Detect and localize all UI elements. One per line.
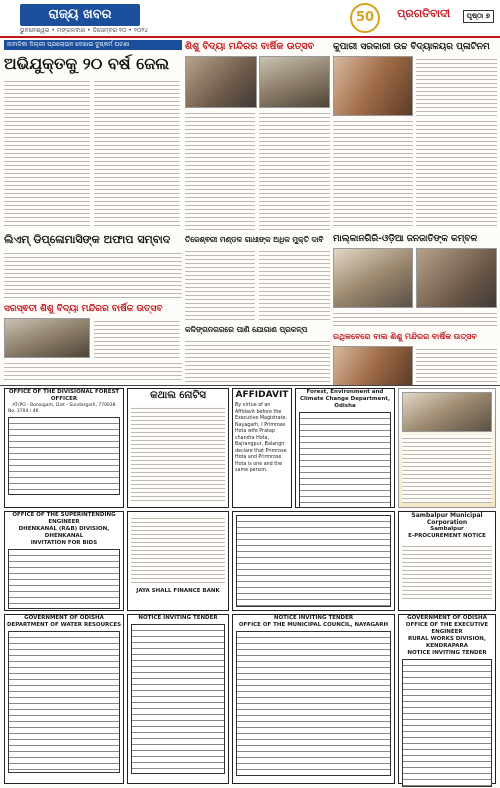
saraswati-headline: ସରସ୍ଵତୀ ଶିଶୁ ବିଦ୍ୟା ମନ୍ଦିରର ବାର୍ଷିକ ଉତ୍ସବ [4, 304, 163, 314]
kupari-headline: କୁପାରୀ ସରକାରୀ ଉଚ୍ଚ ବିଦ୍ୟାଳୟର ପ୍ଳାଟିନମ [333, 42, 490, 52]
mid-headline: ତିଜେଶ୍ଵରୀ ମଣ୍ଡଳ ଗାଧୀଙ୍କ ଅଧିକ ମୁକ୍ତି ଦାବି [185, 235, 324, 244]
env-dept-title: Forest, Environment and Climate Change Department, Odisha [299, 389, 391, 409]
side-ad-text [402, 435, 492, 503]
se-office-title: OFFICE OF THE SUPERINTENDING ENGINEER [12, 512, 116, 525]
saraswati-body-right [94, 318, 180, 358]
env-dept-table [299, 412, 391, 508]
sambalpur-body [402, 543, 492, 599]
affidavit-text: By virtue of an Affidavit before the Executive Magistrate, Nayagarh, I Primrose Hota wife Pratap chandra Hota, Bajrangpur, Balangir declare that Primrose Hota and Prirmrose Hota is one and the same person. [235, 403, 287, 473]
school-photo-2 [259, 56, 330, 108]
kupari-body-col2 [416, 118, 497, 228]
rural-works-ad [398, 614, 496, 784]
liem-body [4, 250, 182, 298]
malkangiri-headline: ମାଲ୍କାନଗିରି-ଓଡ଼ିଆ ଜନଜାତିଙ୍କ କମ୍ବଳ [333, 234, 478, 244]
brand-logo: ପ୍ରଗତିବାଦୀ [397, 7, 450, 20]
sambalpur-title: Sambalpur Municipal Corporation [411, 512, 483, 526]
kalinga-headline: କଳିଙ୍ଗନଗରରେ ପାଣି ଯୋଗାଣ ପ୍ରକଳ୍ପ [185, 325, 308, 334]
mid-body-col2 [259, 248, 330, 320]
rath-school-body [416, 346, 497, 386]
fifty-years-logo: 50 [350, 3, 380, 33]
nayagarh-office-title: OFFICE OF THE MUNICIPAL COUNCIL, NAYAGARH [238, 622, 389, 628]
jaya-small-title: JAYA SHALL FINANCE BANK [136, 588, 220, 594]
env-dept-ad-2 [232, 511, 395, 611]
nit-nayagarh-title: NOTICE INVITING TENDER [273, 615, 354, 621]
forest-office-ad [4, 388, 124, 508]
nit-nayagarh-ad [232, 614, 395, 784]
nit-jaya-table [131, 624, 225, 774]
nit-jaya-title: NOTICE INVITING TENDER [138, 615, 218, 621]
ads-divider [0, 385, 500, 386]
jaya-ad [127, 511, 229, 611]
liem-headline: ଲିଏମ୍ ଡିପ୍ଳୋମାସିଙ୍କ ଅଫାପ ସମ୍ବାଦ [4, 233, 171, 246]
nit-jaya-ad [127, 614, 229, 784]
lead-body-col1 [4, 78, 90, 228]
affidavit-ad [232, 388, 292, 508]
kupari-body-right [416, 56, 497, 116]
kawal-notice-ad [127, 388, 229, 508]
env-dept-ad [295, 388, 395, 508]
water-resources-ad [4, 614, 124, 784]
school-photo-1 [185, 56, 257, 108]
malkangiri-body [333, 310, 497, 328]
forest-office-ref: No. 3704 / 4K [8, 409, 39, 414]
masthead [0, 0, 500, 38]
rural-works-title: RURAL WORKS DIVISION, KENDRAPARA [407, 636, 487, 649]
forest-office-title: OFFICE OF THE DIVISIONAL FOREST OFFICER [8, 389, 120, 402]
saraswati-body [4, 360, 182, 382]
section-title: ରାଜ୍ୟ ଖବର [20, 4, 140, 26]
lead-kicker: ନାବାଳିକା ଦିଲ୍ଲୀ ପ୍ରଲୋଭନ ଦେଖାଇ ଦୁଷ୍କର୍ମ ଘଟଣା [4, 40, 182, 50]
se-office-ad [4, 511, 124, 611]
kawal-notice-body [131, 405, 225, 503]
side-advertisement [398, 388, 496, 508]
malkangiri-photo-2 [416, 248, 497, 308]
school-body-col1 [185, 110, 255, 230]
mid-body-col1 [185, 248, 255, 320]
kawal-notice-title: କଥାଲ ନୋଟିସ [150, 390, 206, 401]
forest-office-sub: AT/PO - Bonaigarh, Dist - Sundargarh, 770038 [12, 403, 116, 408]
rath-school-photo [333, 346, 413, 386]
lead-body-col2 [94, 78, 180, 228]
exec-eng-title: OFFICE OF THE EXECUTIVE ENGINEER [405, 622, 489, 635]
rath-school-headline: ରଥିକବେରେ ବାଲ ଶିଶୁ ମନ୍ଦିରର ବାର୍ଷିକ ଉତ୍ସବ [333, 332, 477, 341]
side-ad-image [402, 392, 492, 432]
se-office-sub: DHENKANAL (R&B) DIVISION, DHENKANAL [18, 526, 110, 539]
govt-odisha-title: GOVERNMENT OF ODISHA [24, 615, 104, 621]
se-office-invite: INVITATION FOR BIDS [30, 540, 98, 546]
jaya-ad-body [131, 515, 225, 585]
nit-bottom-title: NOTICE INVITING TENDER [407, 650, 487, 656]
sambalpur-ad [398, 511, 496, 611]
kupari-photo [333, 56, 413, 116]
env-dept-table-2 [236, 515, 391, 607]
kalinga-body [185, 338, 330, 382]
saraswati-photo [4, 318, 90, 358]
section-subline: ଭୁବନେଶ୍ୱର • ମଙ୍ଗଳବାର • ଡିସେମ୍ବର ୧୦ • ୨୦୨୪ [20, 27, 148, 34]
kupari-body-col1 [333, 118, 413, 228]
sambalpur-ref: E-PROCUREMENT NOTICE [408, 533, 486, 539]
water-res-title: DEPARTMENT OF WATER RESOURCES [6, 622, 122, 628]
affidavit-title: AFFIDAVIT [235, 390, 289, 400]
forest-office-table [8, 417, 120, 495]
page-number: ପୃଷ୍ଠା ୭ [463, 10, 494, 23]
lead-headline: ଅଭିଯୁକ୍ତକୁ ୨୦ ବର୍ଷ ଜେଲ [4, 54, 170, 73]
sambalpur-sub: Sambalpur [430, 526, 464, 532]
nit-nayagarh-table [236, 631, 391, 776]
water-res-table [8, 631, 120, 773]
school-anniv-headline: ଶିଶୁ ବିଦ୍ୟା ମନ୍ଦିରର ବାର୍ଷିକ ଉତ୍ସବ [185, 41, 315, 52]
se-office-table [8, 549, 120, 609]
govt-odisha-title-2: GOVERNMENT OF ODISHA [407, 615, 487, 621]
malkangiri-photo-1 [333, 248, 413, 308]
rural-works-table [402, 659, 492, 787]
school-body-col2 [259, 110, 330, 230]
